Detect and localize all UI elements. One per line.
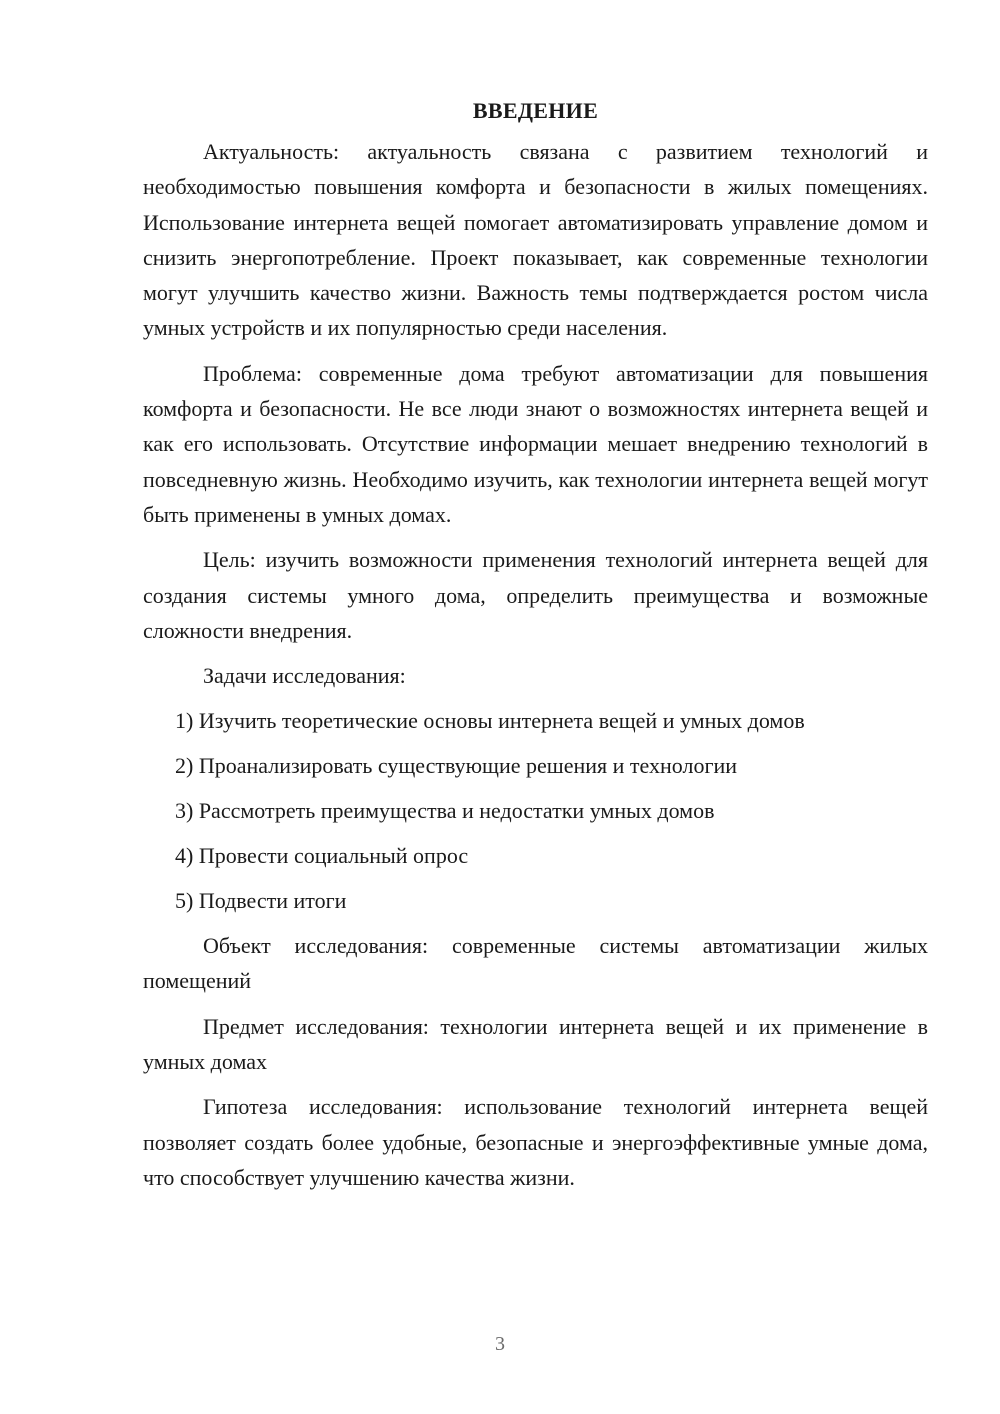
task-item-4: 4) Провести социальный опрос xyxy=(175,843,469,869)
page-number: 3 xyxy=(495,1333,505,1355)
task-item-5: 5) Подвести итоги xyxy=(175,888,347,914)
tasks-list xyxy=(143,703,928,918)
goal-paragraph: Цель: изучить возможности применения технологий интернета вещей для создания системы умного дома, определить преимущества и возможные сложности внедрения. xyxy=(143,547,928,643)
problem-paragraph: Проблема: современные дома требуют автоматизации для повышения комфорта и безопасности. Не все люди знают о возможностях интернета вещей и как его использовать. Отсутствие информации мешает внедрению технологий в повседневную жизнь. Необходимо изучить, как технологии интернета вещей могут быть применены в умных домах. xyxy=(143,360,928,527)
task-item-1: 1) Изучить теоретические основы интернета вещей и умных домов xyxy=(175,708,805,734)
relevance-paragraph: Актуальность: актуальность связана с развитием технологий и необходимостью повышения комфорта и безопасности в жилых помещениях. Использование интернета вещей помогает автоматизировать управление домом и снизить энергопотребление. Проект показывает, как современные технологии могут улучшить качество жизни. Важность темы подтверждается ростом числа умных устройств и их популярностью среди населения. xyxy=(143,139,928,341)
hypothesis-paragraph: Гипотеза исследования: использование технологий интернета вещей позволяет создать более удобные, безопасные и энергоэффективные умные дома, что способствует улучшению качества жизни. xyxy=(143,1094,928,1190)
section-title: ВВЕДЕНИЕ xyxy=(472,98,599,123)
subject-paragraph: Предмет исследования: технологии интернета вещей и их применение в умных домах xyxy=(143,1013,928,1075)
tasks-title: Задачи исследования: xyxy=(203,663,406,689)
task-item-3: 3) Рассмотреть преимущества и недостатки умных домов xyxy=(175,798,715,824)
task-item-2: 2) Проанализировать существующие решения и технологии xyxy=(175,753,738,779)
object-paragraph: Объект исследования: современные системы автоматизации жилых помещений xyxy=(143,933,928,994)
document-page xyxy=(143,94,928,1205)
